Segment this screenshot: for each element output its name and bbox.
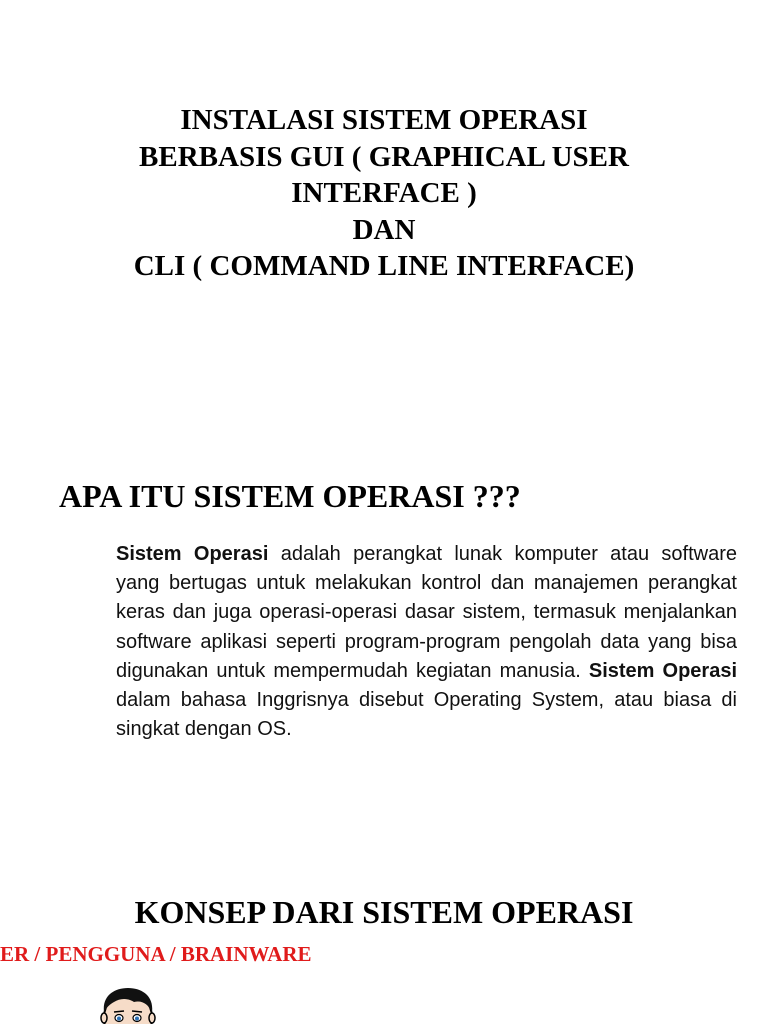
- definition-term-2: Sistem Operasi: [588, 659, 737, 682]
- title-line-5: CLI ( COMMAND LINE INTERFACE): [133, 250, 635, 282]
- title-line-1: INSTALASI SISTEM OPERASI: [180, 104, 588, 136]
- definition-text-2: dalam bahasa Inggrisnya disebut Operating System, atau biasa di singkat dengan OS.: [116, 689, 737, 741]
- section-heading: APA ITU SISTEM OPERASI ???: [59, 478, 521, 514]
- definition-text-1: adalah perangkat lunak komputer atau software yang bertugas untuk melakukan kontrol dan manajemen perangkat keras dan juga operasi-operasi dasar sistem, termasuk menjalankan software aplikasi seperti program-program pengolah data yang bisa digunakan untuk mempermudah kegiatan manusia.: [116, 543, 738, 682]
- slide-title: [0, 102, 768, 285]
- definition-paragraph: [116, 540, 737, 744]
- title-line-3: INTERFACE ): [291, 177, 477, 209]
- title-line-4: DAN: [352, 213, 416, 246]
- concept-heading: KONSEP DARI SISTEM OPERASI: [134, 894, 634, 930]
- person-avatar-icon: [98, 986, 158, 1024]
- user-label: ER / PENGGUNA / BRAINWARE: [0, 942, 312, 966]
- title-line-2: BERBASIS GUI ( GRAPHICAL USER: [139, 140, 629, 173]
- definition-term-1: Sistem Operasi: [116, 543, 269, 565]
